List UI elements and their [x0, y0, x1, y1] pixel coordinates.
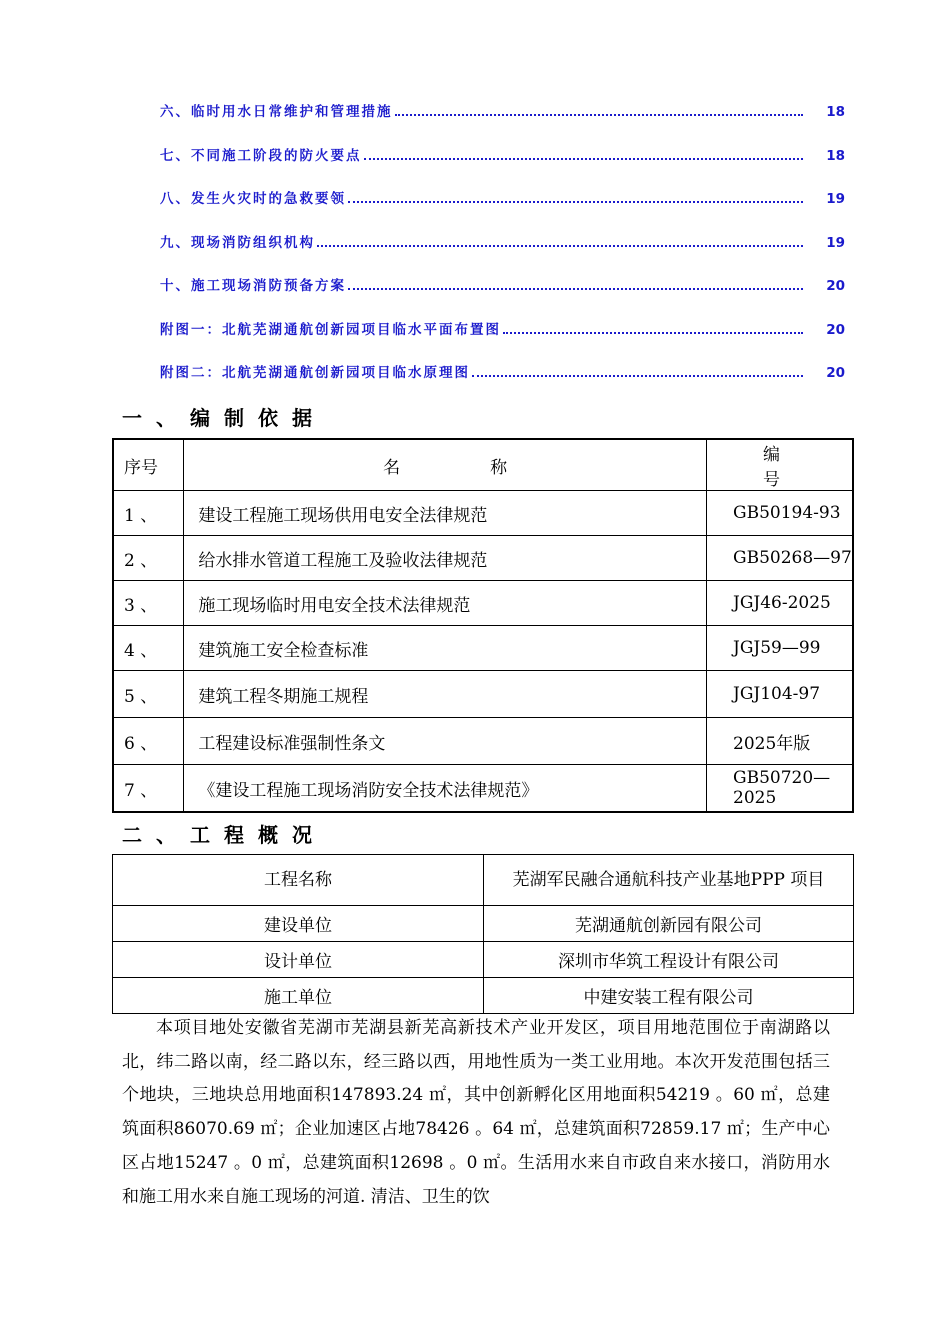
- row-number: GB50720—2025: [707, 765, 854, 813]
- table-of-contents: [160, 100, 845, 381]
- row-index: 7 、: [113, 765, 184, 813]
- toc-page: 18: [826, 147, 845, 164]
- info-key: 设计单位: [113, 942, 484, 978]
- toc-page: 18: [826, 104, 845, 120]
- toc-page: 20: [826, 365, 845, 381]
- toc-entry[interactable]: [160, 338, 845, 382]
- table-row: [113, 855, 854, 906]
- row-index: 1 、: [113, 491, 184, 536]
- row-number: JGJ59—99: [707, 626, 854, 671]
- toc-leader: [317, 245, 803, 247]
- toc-title: 十、施工现场消防预备方案: [160, 278, 346, 294]
- toc-title: 八、发生火灾时的急救要领: [160, 191, 346, 207]
- info-value: 中建安装工程有限公司: [484, 978, 854, 1014]
- table-row: [113, 718, 853, 765]
- toc-entry[interactable]: [160, 294, 845, 338]
- toc-leader: [348, 201, 803, 203]
- table-row: [113, 491, 853, 536]
- toc-entry[interactable]: [160, 164, 845, 208]
- toc-leader: [472, 375, 803, 377]
- row-name: 施工现场临时用电安全技术法律规范: [184, 581, 707, 626]
- toc-title: 附图二：北航芜湖通航创新园项目临水原理图: [160, 365, 470, 381]
- toc-title: 附图一：北航芜湖通航创新园项目临水平面布置图: [160, 321, 501, 338]
- table-header-row: [113, 439, 853, 491]
- table-row: [113, 906, 854, 942]
- row-index: 3 、: [113, 581, 184, 626]
- project-info-table: [112, 854, 854, 1014]
- row-number: GB50194-93: [707, 491, 854, 536]
- row-number: GB50268—97: [707, 536, 854, 581]
- row-index: 6 、: [113, 718, 184, 765]
- header-index: 序号: [113, 439, 184, 491]
- toc-leader: [503, 332, 803, 334]
- section-heading-basis: 一、编制依据: [122, 406, 326, 430]
- info-key: 建设单位: [113, 906, 484, 942]
- toc-entry[interactable]: [160, 251, 845, 295]
- toc-page: 20: [826, 321, 845, 338]
- row-index: 4 、: [113, 626, 184, 671]
- row-number: 2025年版: [707, 718, 854, 765]
- toc-leader: [364, 158, 804, 160]
- toc-title: 六、临时用水日常维护和管理措施: [160, 104, 393, 120]
- toc-page: 20: [826, 278, 845, 294]
- info-key: 施工单位: [113, 978, 484, 1014]
- basis-table: [112, 438, 854, 813]
- info-key: 工程名称: [113, 855, 484, 906]
- row-name: 建筑施工安全检查标准: [184, 626, 707, 671]
- row-name: 工程建设标准强制性条文: [184, 718, 707, 765]
- table-row: [113, 765, 853, 813]
- table-row: [113, 626, 853, 671]
- header-name: 名称: [184, 439, 707, 491]
- row-name: 给水排水管道工程施工及验收法律规范: [184, 536, 707, 581]
- toc-leader: [348, 288, 803, 290]
- row-name: 建筑工程冬期施工规程: [184, 671, 707, 718]
- toc-leader: [395, 114, 804, 116]
- toc-entry[interactable]: [160, 100, 845, 120]
- row-index: 2 、: [113, 536, 184, 581]
- info-value: 芜湖军民融合通航科技产业基地PPP 项目: [484, 855, 854, 906]
- row-name: 《建设工程施工现场消防安全技术法律规范》: [184, 765, 707, 813]
- table-row: [113, 978, 854, 1014]
- table-row: [113, 671, 853, 718]
- toc-page: 19: [826, 191, 845, 207]
- table-row: [113, 942, 854, 978]
- toc-entry[interactable]: [160, 120, 845, 164]
- header-number: 编号: [707, 439, 854, 491]
- row-number: JGJ104-97: [707, 671, 854, 718]
- toc-entry[interactable]: [160, 207, 845, 251]
- toc-title: 七、不同施工阶段的防火要点: [160, 147, 362, 164]
- info-value: 深圳市华筑工程设计有限公司: [484, 942, 854, 978]
- toc-page: 19: [826, 234, 845, 251]
- table-row: [113, 536, 853, 581]
- toc-title: 九、现场消防组织机构: [160, 234, 315, 251]
- table-row: [113, 581, 853, 626]
- row-index: 5 、: [113, 671, 184, 718]
- info-value: 芜湖通航创新园有限公司: [484, 906, 854, 942]
- row-number: JGJ46-2025: [707, 581, 854, 626]
- row-name: 建设工程施工现场供用电安全法律规范: [184, 491, 707, 536]
- section-heading-overview: 二、工程概况: [122, 823, 326, 847]
- project-description: 本项目地处安徽省芜湖市芜湖县新芜高新技术产业开发区，项目用地范围位于南湖路以北，纬二路以南，经二路以东，经三路以西，用地性质为一类工业用地。本次开发范围包括三个地块，三地块总用地面积147893.24 ㎡，其中创新孵化区用地面积54219 。60 ㎡，总建筑面积86070.69 ㎡；企业加速区占地78426 。64 ㎡，总建筑面积72859.17 ㎡；生产中心区占地15247 。0 ㎡，总建筑面积12698 。0 ㎡。生活用水来自市政自来水接口，消防用水和施工用水来自施工现场的河道. 清洁、卫生的饮: [122, 1018, 830, 1207]
